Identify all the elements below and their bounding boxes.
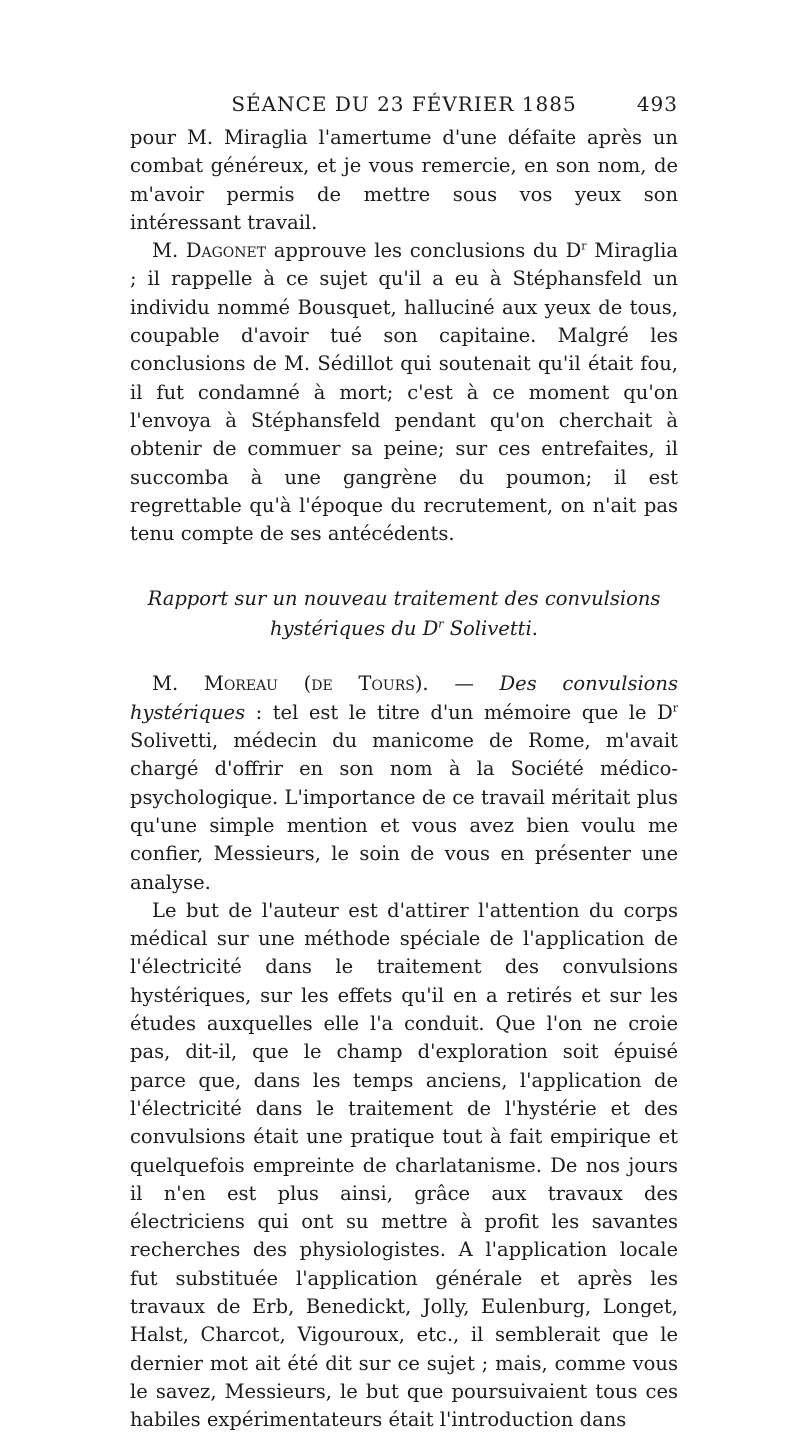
section-title-line: hystériques du D xyxy=(270,617,439,641)
em-dash: — xyxy=(428,672,500,696)
superscript: r xyxy=(672,701,678,715)
paragraph-dagonet xyxy=(130,237,678,548)
section-title-line: Rapport sur un nouveau traitement des convulsions xyxy=(147,587,661,611)
memoir-title: Des convulsions hystériques xyxy=(130,672,678,724)
paragraph-text: Solivetti, médecin du manicome de Rome, m'avait chargé d'offrir en son nom à la Société médico-psychologique. L'importance de ce travail méritait plus qu'une simple mention et vous avez bien voulu me confier, Messieurs, le soin de vous en présenter une analyse. xyxy=(130,729,678,894)
paragraph-moreau xyxy=(130,670,678,896)
paragraph-author-aim: Le but de l'auteur est d'attirer l'attention du corps médical sur une méthode spéciale de l'application de l'électricité dans le traitement des convulsions hystériques, sur les effets qu'il en a retirés et sur les études auxquelles elle l'a conduit. Que l'on ne croie pas, dit-il, que le champ d'exploration soit épuisé parce que, dans les temps anciens, l'application de l'électricité dans le traitement de l'hystérie et des convulsions était une pratique tout à fait empirique et quelquefois empreinte de charlatanisme. De nos jours il n'en est plus ainsi, grâce aux travaux des électriciens qui ont su mettre à profit les savantes recherches des physiologistes. A l'application locale fut substituée l'application générale et après les travaux de Erb, Benedickt, Jolly, Eulenburg, Longet, Halst, Charcot, Vigouroux, etc., il semblerait que le dernier mot ait été dit sur ce sujet ; mais, comme vous le savez, Messieurs, le but que poursuivaient tous ces habiles expérimentateurs était l'introduction dans xyxy=(130,898,678,1432)
page-body xyxy=(130,124,678,1434)
paragraph-text: : tel est le titre d'un mémoire que le D xyxy=(245,700,673,724)
section-title-line: Solivetti. xyxy=(443,617,538,641)
speaker-name: M. Moreau (de Tours). xyxy=(152,672,429,696)
superscript: r xyxy=(581,239,587,253)
paragraph-text: approuve les conclusions du D xyxy=(266,239,582,263)
section-title xyxy=(130,584,678,644)
page-number: 493 xyxy=(636,92,678,116)
paragraph-text: Miraglia ; il rappelle à ce sujet qu'il a eu à Stéphansfeld un individu nommé Bousquet, halluciné aux yeux de tous, coupable d'avoir tué son capitaine. Malgré les conclusions de M. Sédillot qui soutenait qu'il était fou, il fut condamné à mort; c'est à ce moment qu'on l'envoya à Stéphansfeld pendant qu'on cherchait à obtenir de commuer sa peine; sur ces entrefaites, il succomba à une gangrène du poumon; il est regrettable qu'à l'époque du recrutement, on n'ait pas tenu compte de ses antécédents. xyxy=(130,239,678,546)
speaker-name: M. Dagonet xyxy=(152,239,267,263)
running-title: SÉANCE DU 23 FÉVRIER 1885 xyxy=(231,92,577,116)
paragraph-continuation: pour M. Miraglia l'amertume d'une défaite après un combat généreux, et je vous remercie, en son nom, de m'avoir permis de mettre sous vos yeux son intéressant travail. xyxy=(130,126,678,234)
superscript: r xyxy=(438,617,444,631)
